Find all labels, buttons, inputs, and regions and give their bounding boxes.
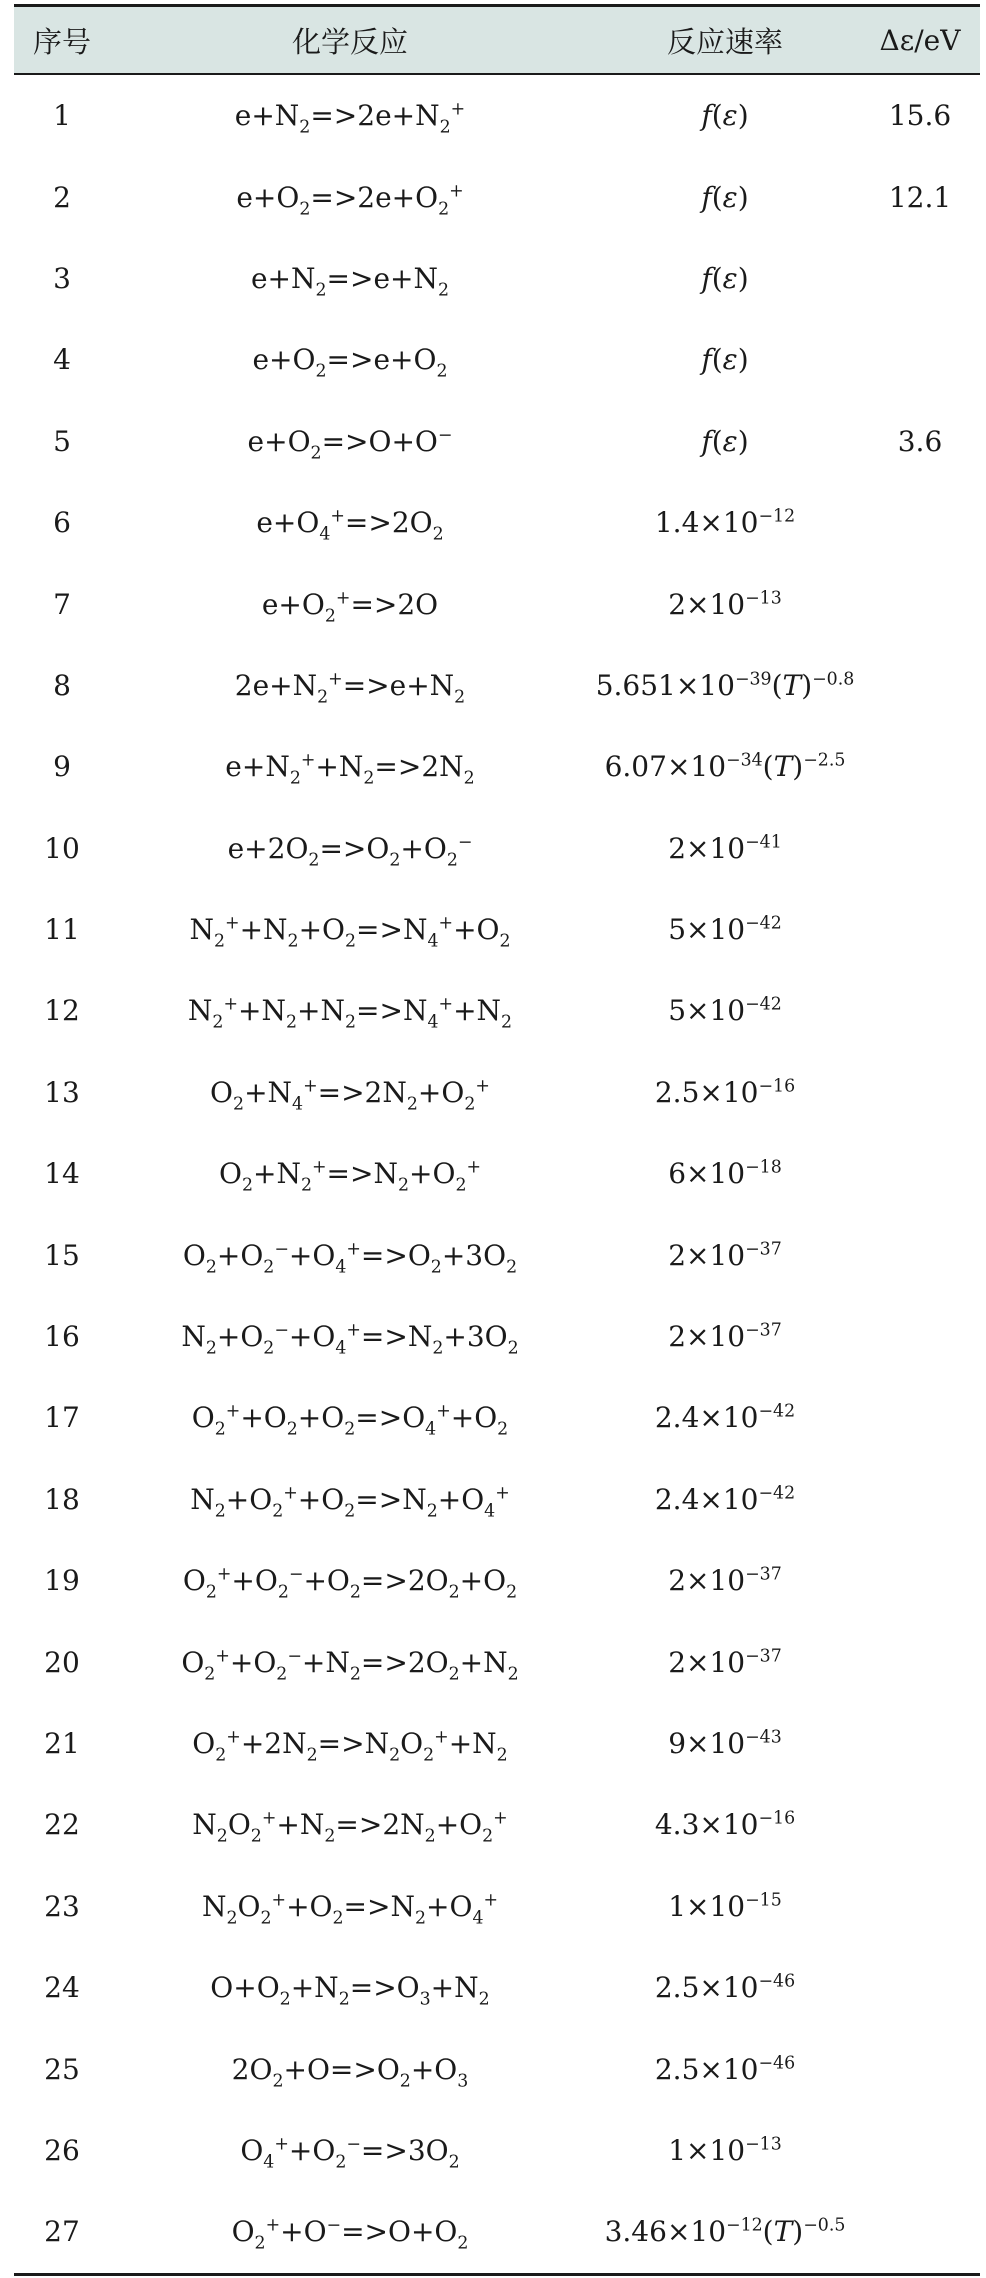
row-rate: $1.4\times 10^{-12}$ bbox=[654, 506, 796, 540]
table-row bbox=[14, 156, 980, 237]
row-reaction: $O+O_2+N_2=>O_3+N_2$ bbox=[210, 1971, 490, 2010]
row-reaction: $N_2^++N_2+N_2=>N_4^++N_2$ bbox=[187, 994, 513, 1033]
row-rate: $2\times 10^{-37}$ bbox=[668, 1564, 782, 1598]
row-index: 17 bbox=[44, 1401, 80, 1435]
row-energy bbox=[860, 238, 980, 319]
row-energy bbox=[860, 1052, 980, 1133]
row-index: 26 bbox=[44, 2133, 80, 2167]
table-row bbox=[14, 563, 980, 644]
table-row bbox=[14, 808, 980, 889]
row-energy bbox=[860, 1459, 980, 1540]
table-row bbox=[14, 1459, 980, 1540]
row-index: 12 bbox=[44, 994, 80, 1028]
row-rate: $1\times 10^{-13}$ bbox=[668, 2133, 782, 2167]
table-row bbox=[14, 726, 980, 807]
header-reaction: 化学反应 bbox=[110, 6, 590, 75]
row-energy bbox=[860, 2110, 980, 2191]
table-row bbox=[14, 1214, 980, 1295]
row-reaction: $e+N_2=>2e+N_2^+$ bbox=[234, 99, 466, 138]
row-index: 19 bbox=[44, 1564, 80, 1598]
row-reaction: $e+O_2=>O+O^-$ bbox=[247, 424, 453, 464]
row-energy bbox=[860, 808, 980, 889]
row-rate: f(ε) bbox=[701, 343, 749, 377]
row-reaction: $N_2O_2^++O_2=>N_2+O_4^+$ bbox=[201, 1889, 499, 1929]
row-reaction: $e+O_2=>e+O_2$ bbox=[252, 343, 448, 382]
row-rate: f(ε) bbox=[701, 180, 749, 214]
row-rate: $5.651\times 10^{-39}(T)^{-0.8}$ bbox=[595, 668, 855, 702]
table-row bbox=[14, 74, 980, 156]
row-reaction: $e+O_4^+=>2O_2$ bbox=[256, 506, 444, 545]
row-energy bbox=[860, 1947, 980, 2028]
row-reaction: $O_2+N_2^+=>N_2+O_2^+$ bbox=[218, 1157, 482, 1196]
row-energy bbox=[860, 1133, 980, 1214]
table-row bbox=[14, 1377, 980, 1458]
row-rate: f(ε) bbox=[701, 261, 749, 295]
row-rate: $4.3\times 10^{-16}$ bbox=[654, 1808, 796, 1842]
table-row bbox=[14, 2110, 980, 2191]
table-row bbox=[14, 970, 980, 1051]
row-reaction: $O_4^++O_2^-=>3O_2$ bbox=[240, 2133, 460, 2173]
row-reaction: $O_2^++2N_2=>N_2O_2^++N_2$ bbox=[192, 1727, 508, 1766]
row-energy bbox=[860, 1540, 980, 1621]
table-row bbox=[14, 1947, 980, 2028]
row-index: 14 bbox=[44, 1157, 80, 1191]
row-index: 16 bbox=[44, 1320, 80, 1354]
row-energy bbox=[860, 563, 980, 644]
row-reaction: $2O_2+O=>O_2+O_3$ bbox=[231, 2052, 469, 2091]
row-rate: $2\times 10^{-37}$ bbox=[668, 1320, 782, 1354]
row-rate: $3.46\times 10^{-12}(T)^{-0.5}$ bbox=[590, 2191, 860, 2274]
row-index: 23 bbox=[44, 1889, 80, 1923]
table-row bbox=[14, 319, 980, 400]
row-rate: $6.07\times 10^{-34}(T)^{-2.5}$ bbox=[604, 750, 846, 784]
row-energy bbox=[860, 2028, 980, 2109]
row-index: 24 bbox=[44, 1971, 80, 2005]
header-rate: 反应速率 bbox=[590, 6, 860, 75]
row-energy bbox=[860, 482, 980, 563]
header-index: 序号 bbox=[14, 6, 110, 75]
table-row bbox=[14, 1052, 980, 1133]
row-energy bbox=[860, 1296, 980, 1377]
table-header bbox=[14, 6, 980, 75]
row-index: 10 bbox=[44, 831, 80, 865]
row-reaction: $N_2+O_2^-+O_4^+=>N_2+3O_2$ bbox=[181, 1320, 519, 1359]
row-energy bbox=[860, 1866, 980, 1947]
row-rate: $2\times 10^{-41}$ bbox=[668, 831, 782, 865]
row-index: 13 bbox=[44, 1075, 80, 1109]
row-rate: $6\times 10^{-18}$ bbox=[668, 1157, 782, 1191]
reaction-table bbox=[14, 4, 980, 2276]
row-energy: 3.6 bbox=[897, 424, 943, 458]
row-reaction: $N_2^++N_2+O_2=>N_4^++O_2$ bbox=[189, 913, 511, 952]
row-reaction: $O_2^++O_2+O_2=>O_4^++O_2$ bbox=[191, 1401, 509, 1440]
row-energy bbox=[860, 1703, 980, 1784]
table-row bbox=[14, 401, 980, 482]
row-index: 20 bbox=[44, 1645, 80, 1679]
row-reaction: $O_2^++O_2^-+O_2=>2O_2+O_2$ bbox=[182, 1564, 518, 1603]
row-index: 2 bbox=[53, 180, 71, 214]
row-reaction: $O_2+O_2^-+O_4^+=>O_2+3O_2$ bbox=[182, 1238, 518, 1277]
row-energy bbox=[860, 645, 980, 726]
row-rate: $2\times 10^{-13}$ bbox=[668, 587, 782, 621]
row-index: 27 bbox=[14, 2191, 110, 2274]
table-row bbox=[14, 1784, 980, 1865]
row-energy bbox=[860, 889, 980, 970]
table-row bbox=[14, 238, 980, 319]
row-index: 3 bbox=[53, 261, 71, 295]
row-index: 18 bbox=[44, 1482, 80, 1516]
row-index: 7 bbox=[53, 587, 71, 621]
row-index: 25 bbox=[44, 2052, 80, 2086]
row-energy bbox=[860, 1377, 980, 1458]
row-reaction: $O_2+N_4^+=>2N_2+O_2^+$ bbox=[210, 1075, 490, 1115]
row-energy bbox=[860, 1214, 980, 1295]
table-row bbox=[14, 1866, 980, 1947]
table-body bbox=[14, 74, 980, 2274]
header-energy: Δε/eV bbox=[860, 6, 980, 75]
row-rate: $2\times 10^{-37}$ bbox=[668, 1645, 782, 1679]
row-rate: $5\times 10^{-42}$ bbox=[668, 994, 782, 1028]
row-reaction: $e+2O_2=>O_2+O_2^-$ bbox=[227, 831, 473, 870]
row-energy bbox=[860, 1784, 980, 1865]
row-rate: $9\times 10^{-43}$ bbox=[668, 1727, 782, 1760]
table-row bbox=[14, 482, 980, 563]
row-index: 11 bbox=[44, 913, 80, 947]
table-row bbox=[14, 889, 980, 970]
table-row bbox=[14, 1540, 980, 1621]
row-reaction: $O_2^++O_2^-+N_2=>2O_2+N_2$ bbox=[181, 1645, 519, 1684]
row-energy bbox=[860, 319, 980, 400]
row-rate: $2.4\times 10^{-42}$ bbox=[654, 1482, 796, 1516]
table-row bbox=[14, 1296, 980, 1377]
row-index: 4 bbox=[53, 343, 71, 377]
row-reaction: $2e+N_2^+=>e+N_2$ bbox=[234, 668, 466, 708]
row-reaction: $e+O_2=>2e+O_2^+$ bbox=[236, 180, 464, 219]
row-rate: $2\times 10^{-37}$ bbox=[668, 1238, 782, 1272]
row-reaction: $N_2O_2^++N_2=>2N_2+O_2^+$ bbox=[192, 1808, 508, 1847]
row-energy: 12.1 bbox=[888, 180, 952, 214]
row-energy bbox=[860, 726, 980, 807]
row-reaction: $e+O_2^+=>2O$ bbox=[261, 587, 439, 626]
row-index: 9 bbox=[53, 750, 71, 784]
row-index: 5 bbox=[53, 424, 71, 458]
table-row bbox=[14, 1621, 980, 1702]
row-index: 1 bbox=[53, 99, 71, 133]
row-rate: $2.5\times 10^{-46}$ bbox=[654, 1971, 796, 2005]
row-rate: $2.5\times 10^{-16}$ bbox=[654, 1075, 796, 1109]
row-energy: 15.6 bbox=[888, 99, 952, 133]
table-row bbox=[14, 1703, 980, 1784]
header-row bbox=[14, 6, 980, 75]
row-rate: $2.4\times 10^{-42}$ bbox=[654, 1401, 796, 1435]
row-rate: $5\times 10^{-42}$ bbox=[668, 913, 782, 947]
row-rate: $2.5\times 10^{-46}$ bbox=[654, 2052, 796, 2086]
table-row bbox=[14, 2191, 980, 2274]
row-index: 15 bbox=[44, 1238, 80, 1272]
row-energy bbox=[860, 2191, 980, 2274]
row-index: 8 bbox=[53, 668, 71, 702]
row-reaction: $N_2+O_2^++O_2=>N_2+O_4^+$ bbox=[190, 1482, 510, 1522]
row-energy bbox=[860, 1621, 980, 1702]
row-index: 21 bbox=[44, 1727, 80, 1760]
row-reaction: $e+N_2^++N_2=>2N_2$ bbox=[225, 750, 475, 789]
row-reaction: $e+N_2=>e+N_2$ bbox=[250, 261, 450, 301]
row-reaction: $O_2^++O^-=>O+O_2$ bbox=[110, 2191, 590, 2274]
table-row bbox=[14, 2028, 980, 2109]
table-row bbox=[14, 645, 980, 726]
row-rate: f(ε) bbox=[701, 99, 749, 133]
row-index: 22 bbox=[44, 1808, 80, 1842]
table-row bbox=[14, 1133, 980, 1214]
row-index: 6 bbox=[53, 506, 71, 540]
row-energy bbox=[860, 970, 980, 1051]
row-rate: $1\times 10^{-15}$ bbox=[668, 1889, 782, 1923]
row-rate: f(ε) bbox=[701, 424, 749, 458]
